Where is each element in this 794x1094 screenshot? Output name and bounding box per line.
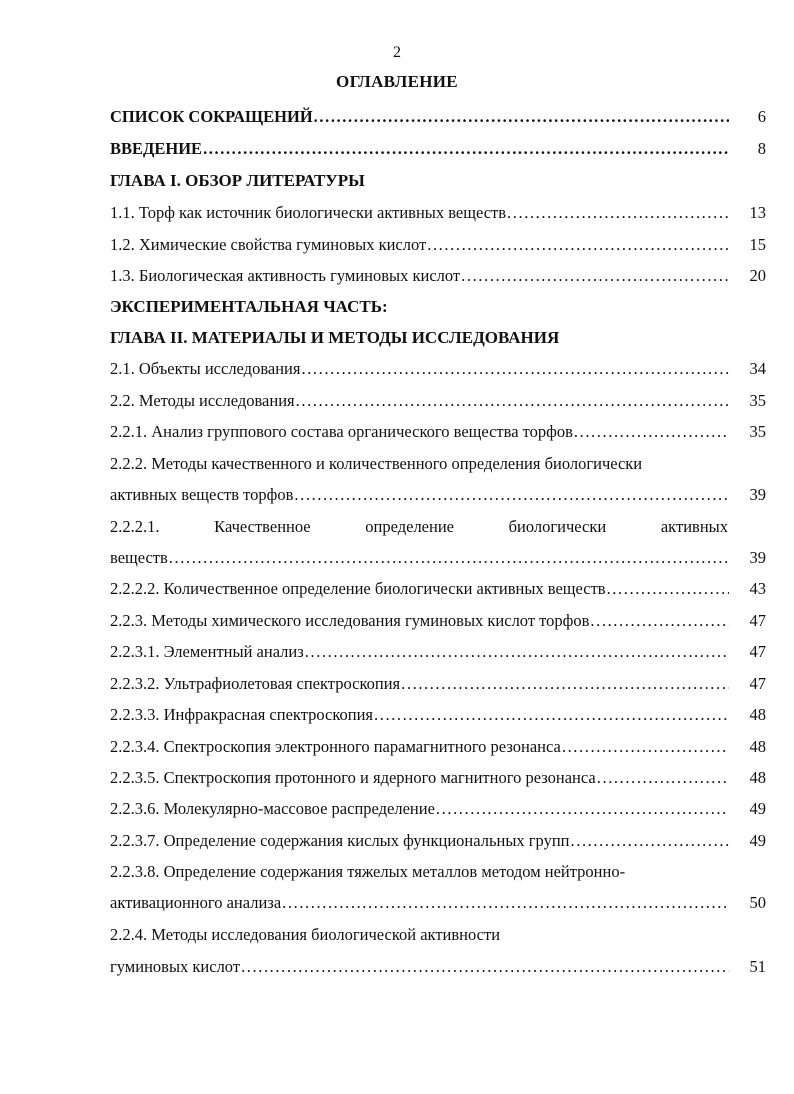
leader-dots — [305, 641, 729, 663]
toc-page-number: 49 — [749, 831, 766, 850]
leader-dots — [294, 484, 729, 506]
leader-dots — [562, 736, 729, 758]
toc-entry-text: СПИСОК СОКРАЩЕНИЙ — [110, 107, 313, 126]
toc-entry-2-2-3-6[interactable] — [110, 798, 766, 820]
toc-page-number: 6 — [757, 107, 766, 126]
toc-page-number: 35 — [749, 391, 766, 410]
leader-dots — [401, 673, 729, 695]
toc-entry-text: веществ — [110, 548, 168, 567]
toc-entry-2-2-2-2[interactable] — [110, 578, 766, 600]
toc-page-number: 8 — [757, 139, 766, 158]
page-title: ОГЛАВЛЕНИЕ — [336, 72, 458, 91]
leader-dots — [203, 138, 729, 160]
toc-page-number: 34 — [749, 359, 766, 378]
toc-chapter-2-heading[interactable]: ГЛАВА II. МАТЕРИАЛЫ И МЕТОДЫ ИССЛЕДОВАНИЯ — [110, 328, 560, 347]
toc-page-number: 43 — [749, 579, 766, 598]
toc-entry-text: 2.2.3. Методы химического исследования гуминовых кислот торфов — [110, 611, 590, 630]
toc-entry-2-2-3-8-line1[interactable]: 2.2.3.8. Определение содержания тяжелых металлов методом нейтронно- — [110, 862, 626, 881]
toc-entry-1-1[interactable] — [110, 202, 766, 224]
toc-page-number: 47 — [749, 642, 766, 661]
toc-entry-introduction[interactable] — [110, 138, 766, 160]
leader-dots — [282, 892, 729, 914]
toc-entry-text: 2.2.3.7. Определение содержания кислых функциональных групп — [110, 831, 570, 850]
leader-dots — [597, 767, 729, 789]
toc-entry-text: активационного анализа — [110, 893, 282, 912]
leader-dots — [169, 547, 729, 569]
toc-word: активных — [660, 517, 728, 536]
toc-entry-2-2-3-3[interactable] — [110, 704, 766, 726]
toc-entry-2-2-3-7[interactable] — [110, 830, 766, 852]
leader-dots — [296, 390, 729, 412]
toc-word: 2.2.2.1. — [110, 517, 160, 536]
leader-dots — [571, 830, 730, 852]
toc-experimental-part-heading[interactable]: ЭКСПЕРИМЕНТАЛЬНАЯ ЧАСТЬ: — [110, 297, 388, 316]
leader-dots — [461, 265, 729, 287]
toc-entry-text: 1.2. Химические свойства гуминовых кислот — [110, 235, 427, 254]
toc-entry-text: 2.2.3.6. Молекулярно-массовое распределение — [110, 799, 435, 818]
leader-dots — [507, 202, 729, 224]
toc-page-number: 47 — [749, 674, 766, 693]
toc-entry-2-2-2[interactable] — [110, 484, 766, 506]
toc-entry-2-2-3-5[interactable] — [110, 767, 766, 789]
toc-entry-text: 2.2.3.5. Спектроскопия протонного и ядерного магнитного резонанса — [110, 768, 596, 787]
leader-dots — [314, 106, 729, 128]
toc-page-number: 47 — [749, 611, 766, 630]
toc-word: биологически — [508, 517, 607, 536]
toc-page-number: 39 — [749, 548, 766, 567]
toc-entry-text: гуминовых кислот — [110, 957, 241, 976]
toc-entry-2-2-3-1[interactable] — [110, 641, 766, 663]
toc-entry-text: 2.2.3.3. Инфракрасная спектроскопия — [110, 705, 374, 724]
toc-word: определение — [365, 517, 454, 536]
toc-chapter-1-heading[interactable]: ГЛАВА I. ОБЗОР ЛИТЕРАТУРЫ — [110, 171, 365, 190]
toc-page-number: 50 — [749, 893, 766, 912]
toc-entry-text: 1.1. Торф как источник биологически активных веществ — [110, 203, 507, 222]
toc-entry-text: 2.2.3.4. Спектроскопия электронного парамагнитного резонанса — [110, 737, 561, 756]
toc-entry-2-2[interactable] — [110, 390, 766, 412]
toc-entry-text: 2.1. Объекты исследования — [110, 359, 301, 378]
toc-page-number: 35 — [749, 422, 766, 441]
toc-entry-abbreviations[interactable] — [110, 106, 766, 128]
toc-entry-2-2-1[interactable] — [110, 421, 766, 443]
toc-page-number: 48 — [749, 737, 766, 756]
toc-entry-2-2-2-1-line1[interactable] — [110, 516, 728, 538]
leader-dots — [607, 578, 729, 600]
toc-entry-text: ВВЕДЕНИЕ — [110, 139, 203, 158]
toc-page-number: 49 — [749, 799, 766, 818]
toc-page-number: 48 — [749, 705, 766, 724]
leader-dots — [436, 798, 729, 820]
toc-entry-2-2-2-1[interactable] — [110, 547, 766, 569]
toc-entry-1-3[interactable] — [110, 265, 766, 287]
toc-entry-2-2-3-2[interactable] — [110, 673, 766, 695]
toc-page-number: 51 — [749, 957, 766, 976]
leader-dots — [374, 704, 729, 726]
toc-entry-2-2-3-8[interactable] — [110, 892, 766, 914]
toc-entry-text: 2.2.3.2. Ультрафиолетовая спектроскопия — [110, 674, 401, 693]
leader-dots — [427, 234, 729, 256]
toc-page-number: 20 — [749, 266, 766, 285]
toc-entry-text: активных веществ торфов — [110, 485, 294, 504]
toc-entry-text: 2.2. Методы исследования — [110, 391, 295, 410]
leader-dots — [590, 610, 729, 632]
toc-entry-2-2-4[interactable] — [110, 956, 766, 978]
toc-entry-2-2-3[interactable] — [110, 610, 766, 632]
toc-entry-1-2[interactable] — [110, 234, 766, 256]
leader-dots — [301, 358, 729, 380]
toc-word: Качественное — [214, 517, 311, 536]
toc-page-number: 39 — [749, 485, 766, 504]
leader-dots — [574, 421, 729, 443]
toc-page-number: 15 — [749, 235, 766, 254]
toc-entry-text: 2.2.3.1. Элементный анализ — [110, 642, 304, 661]
toc-entry-text: 1.3. Биологическая активность гуминовых кислот — [110, 266, 461, 285]
toc-page-number: 13 — [749, 203, 766, 222]
toc-entry-2-2-4-line1[interactable]: 2.2.4. Методы исследования биологической активности — [110, 925, 501, 944]
toc-page-number: 48 — [749, 768, 766, 787]
toc-entry-text: 2.2.2.2. Количественное определение биологически активных веществ — [110, 579, 606, 598]
toc-entry-text: 2.2.1. Анализ группового состава органического вещества торфов — [110, 422, 573, 441]
toc-entry-2-1[interactable] — [110, 358, 766, 380]
leader-dots — [241, 956, 729, 978]
toc-entry-2-2-3-4[interactable] — [110, 736, 766, 758]
toc-entry-2-2-2-line1[interactable]: 2.2.2. Методы качественного и количественного определения биологически — [110, 454, 643, 473]
page-number: 2 — [393, 44, 401, 61]
